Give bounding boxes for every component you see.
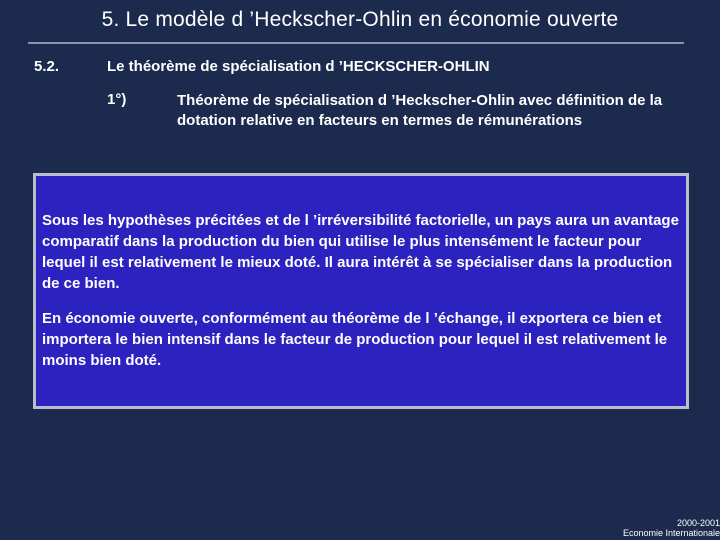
footer xyxy=(623,518,720,538)
footer-course: Economie Internationale xyxy=(622,528,720,538)
footer-year: 2000-2001 xyxy=(676,518,720,528)
section-number: 5.2. xyxy=(34,58,60,75)
theorem-statement-box xyxy=(33,173,689,409)
slide-title: 5. Le modèle d ’Heckscher-Ohlin en économie ouverte xyxy=(101,8,619,31)
item-text: Théorème de spécialisation d ’Heckscher-Ohlin avec définition de la dotation relative en facteurs en termes de rémunérations xyxy=(177,92,663,129)
statement-paragraph-2: En économie ouverte, conformément au théorème de l ’échange, il exportera ce bien et importera le bien intensif dans le facteur de production pour lequel il est relativement le moins bien doté. xyxy=(42,310,668,369)
title-underline xyxy=(28,42,684,44)
section-heading: Le théorème de spécialisation d ’HECKSCHER-OHLIN xyxy=(107,58,490,75)
item-number: 1°) xyxy=(107,91,127,108)
statement-paragraph-1: Sous les hypothèses précitées et de l ’irréversibilité factorielle, un pays aura un avantage comparatif dans la production du bien qui utilise le plus intensément le facteur pour lequel il est relativement le mieux doté. Il aura intérêt à se spécialiser dans la production de ce bien. xyxy=(42,212,679,292)
